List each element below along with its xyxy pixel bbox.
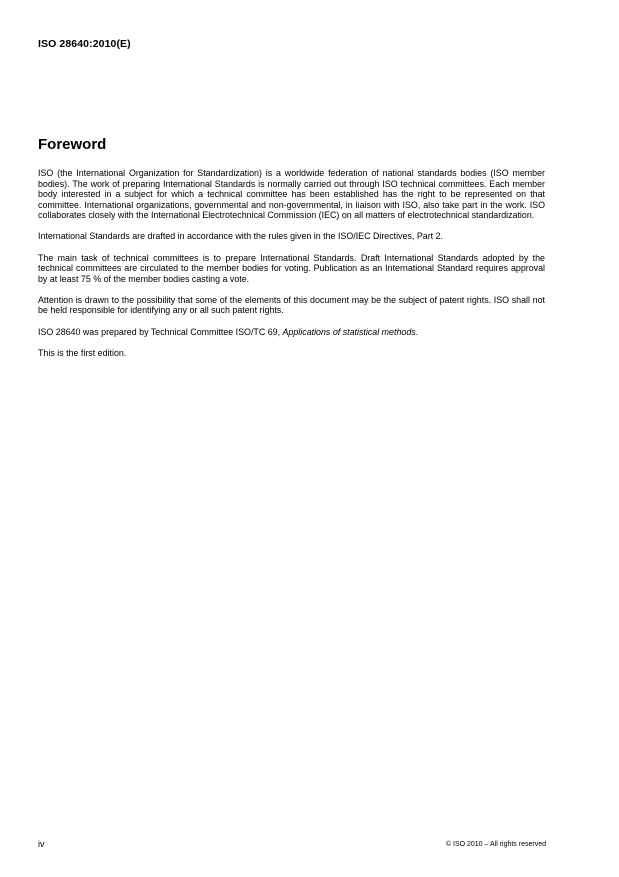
prepared-by-period: . xyxy=(415,326,419,337)
paragraph-prepared-by xyxy=(38,327,545,338)
paragraph-edition: This is the first edition. xyxy=(38,347,127,358)
document-id-header: ISO 28640:2010(E) xyxy=(38,38,131,50)
foreword-body xyxy=(38,168,545,369)
copyright-notice: © ISO 2010 – All rights reserved xyxy=(445,841,546,848)
prepared-by-text: ISO 28640 was prepared by Technical Committee ISO/TC 69, xyxy=(38,326,283,337)
paragraph-drafting-rules: International Standards are drafted in accordance with the rules given in the ISO/IEC Directives, Part 2. xyxy=(38,231,444,242)
section-title: Foreword xyxy=(38,136,107,153)
paragraph-iso-overview: ISO (the International Organization for Standardization) is a worldwide federation of national standards bodies (ISO member bodies). The work of preparing International Standards is normally carried out through ISO technical committees. Each member body interested in a subject for which a technical committee has been established has the right to be represented on that committee. International organizations, governmental and non-governmental, in liaison with ISO, also take part in the work. ISO collaborates closely with the International Electrotechnical Commission (IEC) on all matters of electrotechnical standardization. xyxy=(38,168,545,221)
paragraph-patent-rights: Attention is drawn to the possibility that some of the elements of this document may be the subject of patent rights. ISO shall not be held responsible for identifying any or all such patent rights. xyxy=(38,294,545,316)
committee-title: Applications of statistical methods xyxy=(282,326,416,337)
paragraph-committee-tasks: The main task of technical committees is to prepare International Standards. Draft International Standards adopted by the technical committees are circulated to the member bodies for voting. Publication as an International Standard requires approval by at least 75 % of the member bodies casting a vote. xyxy=(38,252,545,284)
page-number: iv xyxy=(38,839,45,849)
